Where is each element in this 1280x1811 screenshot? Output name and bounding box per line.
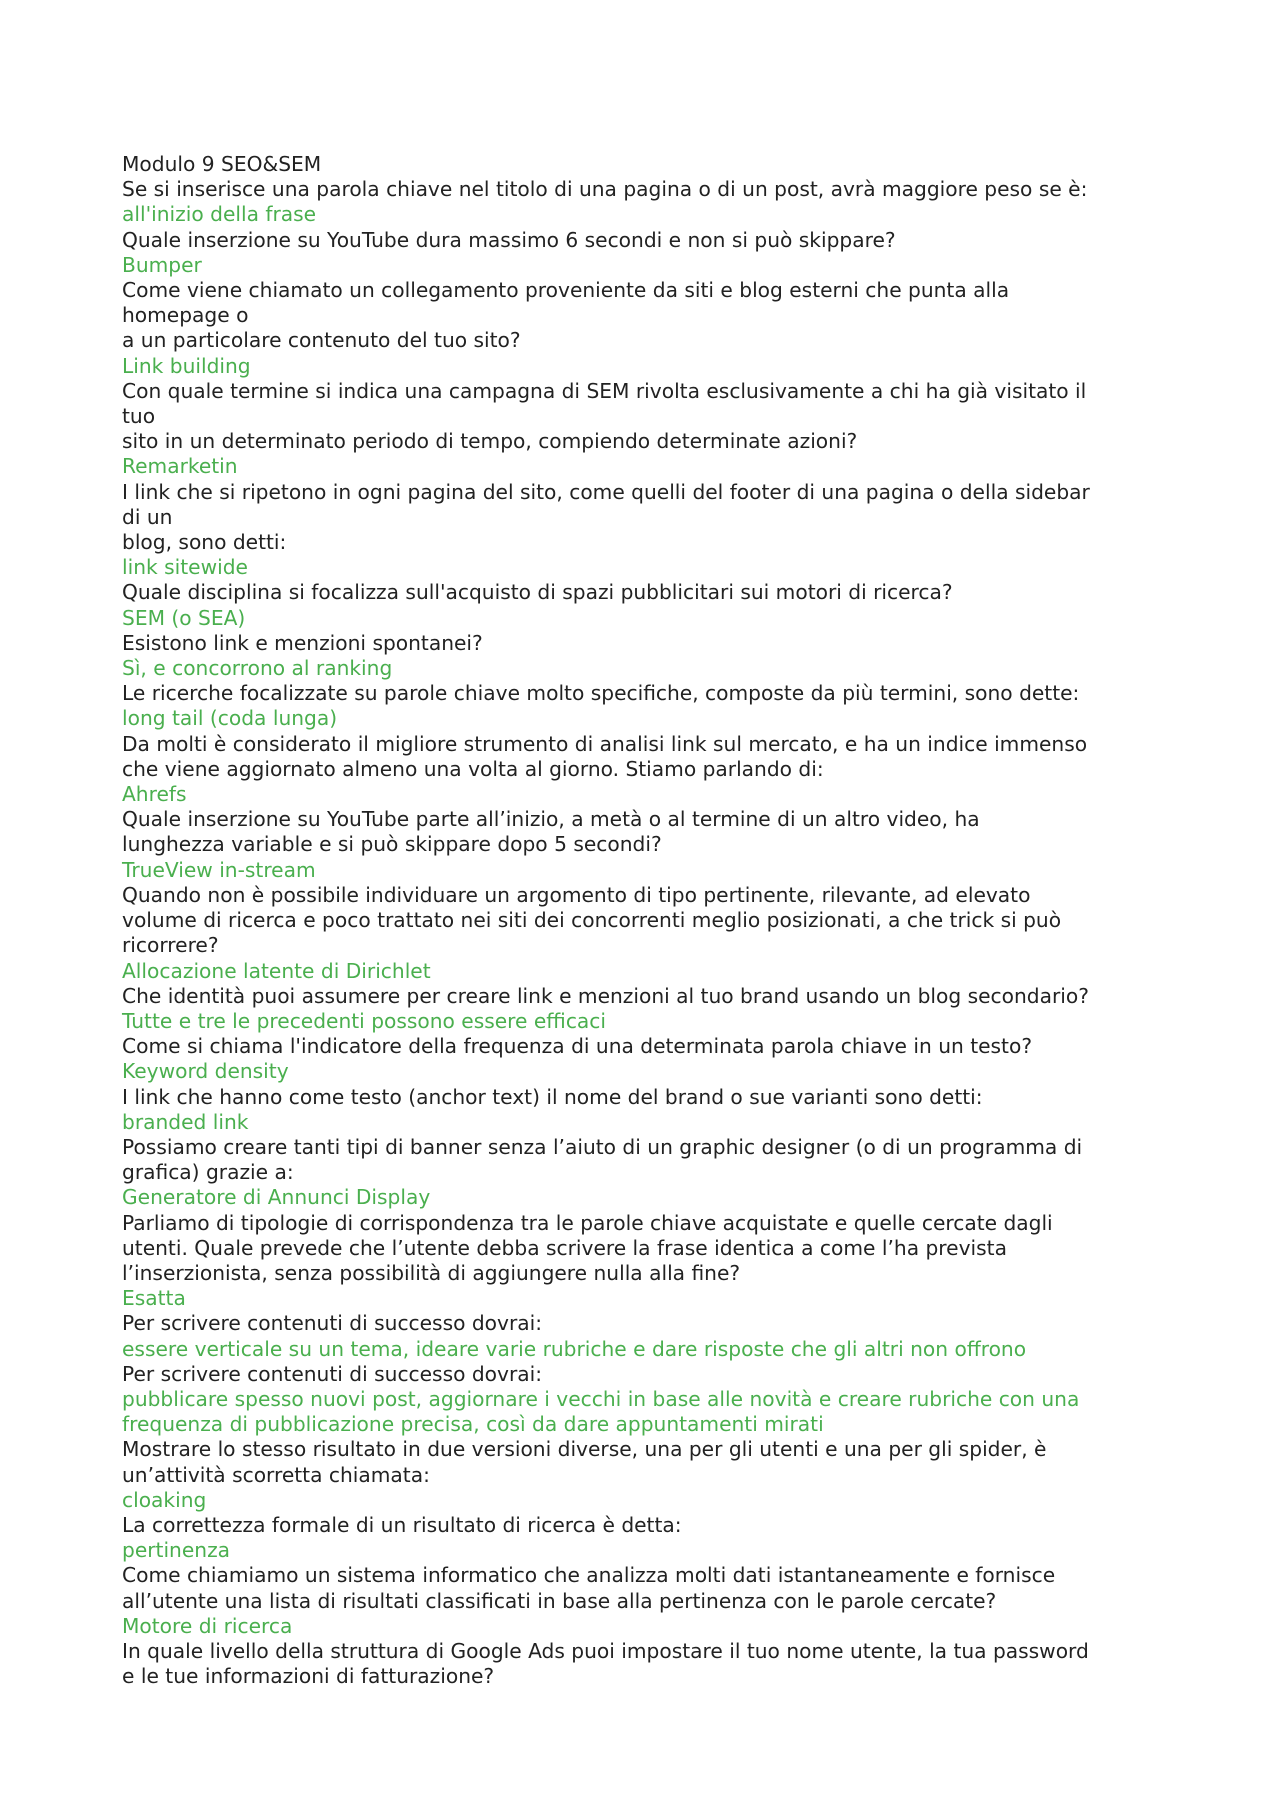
qa-item <box>122 1563 1182 1639</box>
qa-item <box>122 1211 1182 1312</box>
answer-line: Remarketin <box>122 454 238 479</box>
qa-item <box>122 379 1182 480</box>
question-line: ricorrere? <box>122 933 219 958</box>
question-line: La correttezza formale di un risultato di ricerca è detta: <box>122 1512 682 1537</box>
question-line: In quale livello della struttura di Google Ads puoi impostare il tuo nome utente, la tua password <box>122 1638 1089 1663</box>
question-line: Esistono link e menzioni spontanei? <box>122 630 483 655</box>
question-line: grafica) grazie a: <box>122 1160 294 1185</box>
answer-line: branded link <box>122 1109 249 1134</box>
answer-line: Motore di ricerca <box>122 1613 293 1638</box>
question-line: Possiamo creare tanti tipi di banner senza l’aiuto di un graphic designer (o di un programma di <box>122 1134 1083 1159</box>
answer-line: Generatore di Annunci Display <box>122 1185 431 1210</box>
qa-item <box>122 1135 1182 1211</box>
question-line: Mostrare lo stesso risultato in due versioni diverse, una per gli utenti e una per gli spider, è <box>122 1437 1047 1462</box>
question-line: Le ricerche focalizzate su parole chiave molto specifiche, composte da più termini, sono dette: <box>122 681 1080 706</box>
qa-item <box>122 580 1182 630</box>
answer-line: pertinenza <box>122 1538 231 1563</box>
answer-line: Bumper <box>122 252 202 277</box>
question-line: Che identità puoi assumere per creare link e menzioni al tuo brand usando un blog secondario? <box>122 983 1089 1008</box>
qa-item <box>122 1034 1182 1084</box>
question-line: che viene aggiornato almeno una volta al giorno. Stiamo parlando di: <box>122 756 824 781</box>
question-line: lunghezza variable e si può skippare dopo 5 secondi? <box>122 832 662 857</box>
question-line: a un particolare contenuto del tuo sito? <box>122 328 521 353</box>
answer-line: Tutte e tre le precedenti possono essere efficaci <box>122 1008 606 1033</box>
question-line: e le tue informazioni di fatturazione? <box>122 1664 495 1689</box>
answer-line: Esatta <box>122 1286 186 1311</box>
question-line: sito in un determinato periodo di tempo, compiendo determinate azioni? <box>122 429 858 454</box>
question-line: di un <box>122 504 173 529</box>
qa-item <box>122 480 1182 581</box>
answer-line: SEM (o SEA) <box>122 605 246 630</box>
qa-item <box>122 631 1182 681</box>
qa-item <box>122 177 1182 227</box>
qa-item <box>122 807 1182 883</box>
qa-item <box>122 1311 1182 1361</box>
answer-line: Allocazione latente di Dirichlet <box>122 958 431 983</box>
question-line: Come chiamiamo un sistema informatico che analizza molti dati istantaneamente e fornisce <box>122 1563 1056 1588</box>
answer-line: frequenza di pubblicazione precisa, così da dare appuntamenti mirati <box>122 1412 824 1437</box>
answer-line: Keyword density <box>122 1059 289 1084</box>
question-line: Se si inserisce una parola chiave nel titolo di una pagina o di un post, avrà maggiore peso se è: <box>122 177 1088 202</box>
question-line: all’utente una lista di risultati classificati in base alla pertinenza con le parole cercate? <box>122 1588 997 1613</box>
question-line: Come si chiama l'indicatore della frequenza di una determinata parola chiave in un testo? <box>122 1034 1033 1059</box>
question-line: Per scrivere contenuti di successo dovrai: <box>122 1311 543 1336</box>
question-line: Come viene chiamato un collegamento proveniente da siti e blog esterni che punta alla <box>122 278 1010 303</box>
answer-line: Link building <box>122 353 251 378</box>
answer-line: pubblicare spesso nuovi post, aggiornare i vecchi in base alle novità e creare rubriche con una <box>122 1386 1080 1411</box>
qa-list <box>122 177 1182 1689</box>
document-page <box>122 152 1182 1689</box>
question-line: utenti. Quale prevede che l’utente debba scrivere la frase identica a come l’ha prevista <box>122 1235 1007 1260</box>
answer-line: Sì, e concorrono al ranking <box>122 656 393 681</box>
question-line: blog, sono detti: <box>122 530 287 555</box>
qa-item <box>122 1085 1182 1135</box>
qa-item <box>122 681 1182 731</box>
question-line: Quale inserzione su YouTube parte all’inizio, a metà o al termine di un altro video, ha <box>122 807 980 832</box>
answer-line: long tail (coda lunga) <box>122 706 338 731</box>
question-line: l’inserzionista, senza possibilità di aggiungere nulla alla fine? <box>122 1260 741 1285</box>
question-line: homepage o <box>122 303 249 328</box>
answer-line: essere verticale su un tema, ideare varie rubriche e dare risposte che gli altri non offrono <box>122 1336 1027 1361</box>
document-title: Modulo 9 SEO&SEM <box>122 152 322 176</box>
question-line: Per scrivere contenuti di successo dovrai: <box>122 1361 543 1386</box>
question-line: Quale inserzione su YouTube dura massimo 6 secondi e non si può skippare? <box>122 227 896 252</box>
question-line: Quando non è possibile individuare un argomento di tipo pertinente, rilevante, ad elevato <box>122 882 1031 907</box>
qa-item <box>122 278 1182 379</box>
question-line: volume di ricerca e poco trattato nei siti dei concorrenti meglio posizionati, a che trick si può <box>122 908 1062 933</box>
answer-line: Ahrefs <box>122 782 187 807</box>
answer-line: TrueView in-stream <box>122 857 316 882</box>
question-line: Quale disciplina si focalizza sull'acquisto di spazi pubblicitari sui motori di ricerca? <box>122 580 953 605</box>
qa-item <box>122 984 1182 1034</box>
qa-item <box>122 732 1182 808</box>
qa-item <box>122 1437 1182 1513</box>
qa-item <box>122 228 1182 278</box>
answer-line: link sitewide <box>122 555 248 580</box>
answer-line: cloaking <box>122 1487 207 1512</box>
question-line: Parliamo di tipologie di corrispondenza tra le parole chiave acquistate e quelle cercate dagli <box>122 1210 1053 1235</box>
answer-line: all'inizio della frase <box>122 202 317 227</box>
question-line: un’attività scorretta chiamata: <box>122 1462 430 1487</box>
qa-item <box>122 1513 1182 1563</box>
question-line: Con quale termine si indica una campagna di SEM rivolta esclusivamente a chi ha già visitato il <box>122 378 1087 403</box>
qa-item <box>122 1362 1182 1438</box>
qa-item <box>122 1639 1182 1689</box>
question-line: Da molti è considerato il migliore strumento di analisi link sul mercato, e ha un indice immenso <box>122 731 1088 756</box>
question-line: tuo <box>122 404 156 429</box>
qa-item <box>122 883 1182 984</box>
question-line: I link che si ripetono in ogni pagina del sito, come quelli del footer di una pagina o della sidebar <box>122 479 1090 504</box>
question-line: I link che hanno come testo (anchor text) il nome del brand o sue varianti sono detti: <box>122 1084 983 1109</box>
